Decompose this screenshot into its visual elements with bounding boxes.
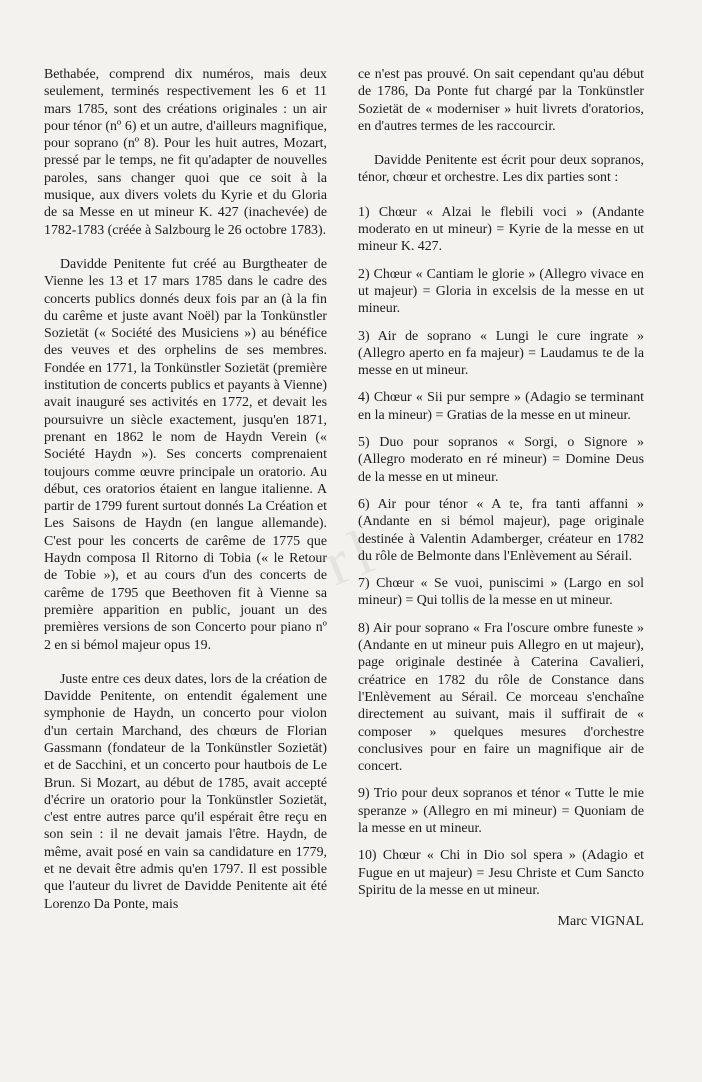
- left-column: [44, 66, 327, 913]
- list-item: 6) Air pour ténor « A te, fra tanti affanni » (Andante en si bémol majeur), page originale destinée à Valentin Adamberger, créateur en 1782 du rôle de Belmonte dans l'Enlèvement au Sérail.: [358, 496, 644, 564]
- paragraph-parts-intro: Davidde Penitente est écrit pour deux sopranos, ténor, chœur et orchestre. Les dix parties sont :: [358, 153, 644, 186]
- list-item: 5) Duo pour sopranos « Sorgi, o Signore » (Allegro moderato en ré mineur) = Domine Deus de la messe en ut mineur.: [358, 435, 644, 485]
- list-item: 3) Air de soprano « Lungi le cure ingrate » (Allegro aperto en fa majeur) = Laudamus te de la messe en ut mineur.: [358, 328, 644, 379]
- author-signature: Marc VIGNAL: [557, 914, 644, 930]
- paragraph-continued: ce n'est pas prouvé. On sait cependant qu'au début de 1786, Da Ponte fut chargé par la Tonkünstler Sozietät de « moderniser » huit livrets d'oratorios, en d'autres termes de les raccourcir.: [358, 67, 644, 134]
- right-column: [358, 66, 644, 930]
- paragraph-1: Bethabée, comprend dix numéros, mais deux seulement, terminés respectivement les 6 et 11 mars 1785, sont des créations originales : un air pour ténor (nº 6) et un autre, d'ailleurs magnifique, pour soprano (nº 8). Pour les huit autres, Mozart, pressé par le temps, ne fit qu'adapter de nouvelles paroles, sans changer quoi que ce soit à la musique, aux divers volets du Kyrie et du Gloria de sa Messe en ut mineur K. 427 (inachevée) de 1782-1783 (créée à Salzbourg le 26 octobre 1783).: [44, 67, 327, 238]
- list-item: 9) Trio pour deux sopranos et ténor « Tutte le mie speranze » (Allegro en mi mineur) = Quoniam de la messe en ut mineur.: [358, 786, 644, 836]
- paragraph-3: Juste entre ces deux dates, lors de la création de Davidde Penitente, on entendit également une symphonie de Haydn, un concerto pour violon d'un certain Marchand, des chœurs de Florian Gassmann (fondateur de la Tonkünstler Sozietät) et de Sacchini, et un concerto pour hautbois de Le Brun. Si Mozart, au début de 1785, avait accepté d'écrire un oratorio pour la Tonkünstler Sozietät, c'est entre autres parce qu'il espérait être reçu en son sein : il ne devait jamais l'être. Haydn, de même, avait posé en vain sa candidature en 1779, et ne devait être admis qu'en 1797. Il est possible que l'auteur du livret de Davidde Penitente ait été Lorenzo Da Ponte, mais: [44, 671, 327, 912]
- paragraph-2: Davidde Penitente fut créé au Burgtheater de Vienne les 13 et 17 mars 1785 dans le cadre des concerts publics donnés deux fois par an (à la fin du carême et juste avant Noël) par la Tonkünstler Sozietät (« Société des Musiciens ») au bénéfice des veuves et des orphelins de ses membres. Fondée en 1771, la Tonkünstler Sozietät (première institution de concerts publics et payants à Vienne) avait inauguré ses activités en 1772, et devait les poursuivre un siècle exactement, jusqu'en 1871, prenant en 1862 le nom de Haydn Verein (« Société Haydn »). Ses concerts comprenaient toujours comme œuvre principale un oratorio. Au début, ces oratorios étaient en langue italienne. A partir de 1799 furent surtout donnés La Création et Les Saisons de Haydn (en langue allemande). C'est pour les concerts de carême de 1775 que Haydn composa Il Ritorno di Tobia (« le Retour de Tobie »), et au cours d'un des concerts de carême de 1795 que Beethoven fit à Vienne sa première apparition en public, jouant un des premières versions de son Concerto pour piano nº 2 en si bémol majeur opus 19.: [44, 256, 327, 653]
- parts-list: [358, 204, 644, 899]
- list-item: 2) Chœur « Cantiam le glorie » (Allegro vivace en ut majeur) = Gloria in excelsis de la messe en ut mineur.: [358, 266, 644, 317]
- list-item: 8) Air pour soprano « Fra l'oscure ombre funeste » (Andante en ut mineur puis Allegro en ut majeur), page originale destinée à Caterina Cavalieri, créatrice en 1782 du rôle de Constance dans l'Enlèvement au Sérail. Ce morceau s'enchaîne directement au suivant, mais il suffirait de « composer » quelques mesures d'orchestre conclusives pour en faire un magnifique air de concert.: [358, 620, 644, 775]
- list-item: 7) Chœur « Se vuoi, puniscimi » (Largo en sol mineur) = Qui tollis de la messe en ut mineur.: [358, 576, 644, 609]
- list-item: 1) Chœur « Alzai le flebili voci » (Andante moderato en ut mineur) = Kyrie de la messe en ut mineur K. 427.: [358, 204, 644, 255]
- watermark: rl: [313, 514, 388, 600]
- list-item: 10) Chœur « Chi in Dio sol spera » (Adagio et Fugue en ut majeur) = Jesu Christe et Cum Sancto Spiritu de la messe en ut mineur.: [358, 848, 644, 898]
- list-item: 4) Chœur « Sii pur sempre » (Adagio se terminant en la mineur) = Gratias de la messe en ut mineur.: [358, 390, 644, 423]
